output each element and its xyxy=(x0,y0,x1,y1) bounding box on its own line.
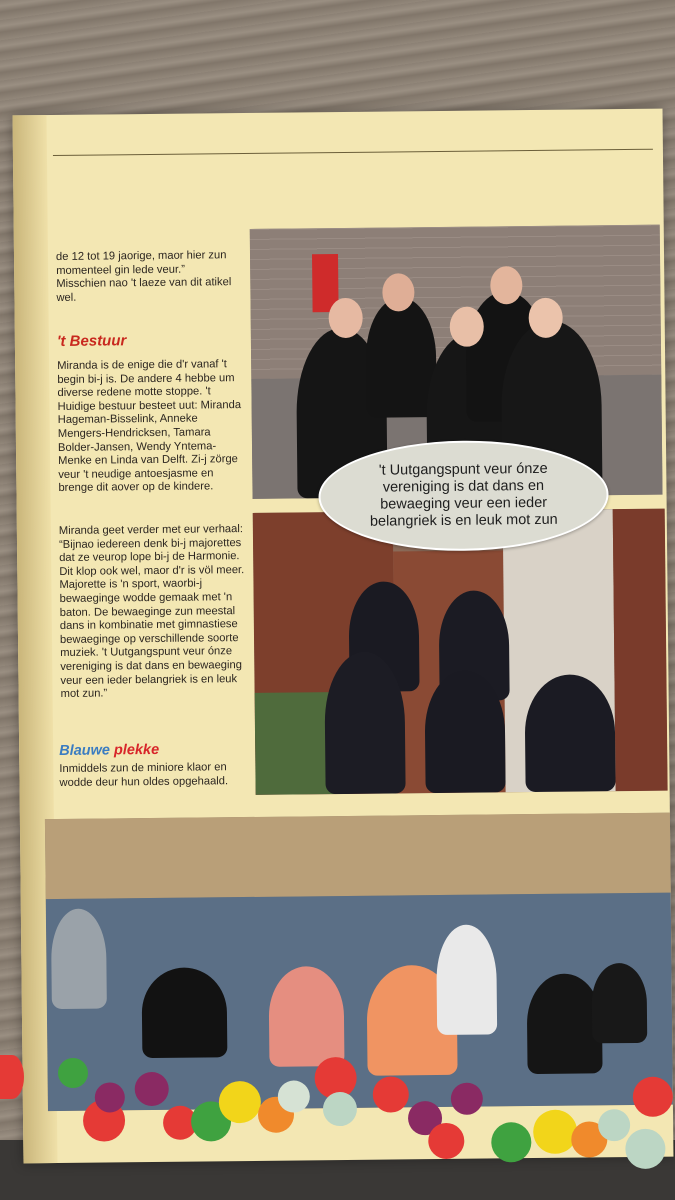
photo-majorettes xyxy=(253,509,668,795)
decor-dot xyxy=(328,298,362,338)
decor-dot-left-2 xyxy=(58,1058,88,1088)
photo-shape xyxy=(613,509,668,792)
decor-dot xyxy=(528,298,562,338)
intro-text: de 12 tot 19 jaorige, maor hier zun momenteel gin lede veur.” Misschien nao 't laeze van dit atikel wel. xyxy=(55,249,232,304)
blauwe-plekke-heading xyxy=(59,742,159,759)
blauwe-body: Inmiddels zun de miniore klaor en wodde deur hun oldes opgehaald. xyxy=(59,761,229,789)
bestuur-body: Miranda is de enige die d'r vanaf 't begin bi-j is. De andere 4 hebbe um diverse redene motte stoppe. 't Huidige bestuur besteet uut: Miranda Hageman-Bisselink, Anneke Mengers-Hendricksen, Tamara Bolder-Jansen, Wendy Yntema-Menke en Linda van Delft. Zi-j zörge veur 't neudige antoesjasme en brenge dit aover op de kindere. xyxy=(57,358,242,495)
bestuur-heading: 't Bestuur xyxy=(56,332,127,350)
photo-shape xyxy=(51,908,107,1009)
blauwe-word: Blauwe xyxy=(59,742,111,759)
decor-dot xyxy=(450,307,484,347)
photo-shape xyxy=(591,963,647,1044)
decor-dot xyxy=(278,1080,310,1112)
quote-bubble: 't Uutgangspunt veur ónze vereniging is dat dans en bewaeging veur een ieder belangriek is en leuk mot zun xyxy=(318,439,609,552)
photo-shape xyxy=(365,297,436,418)
decor-dot xyxy=(95,1082,125,1112)
header-rule xyxy=(53,149,653,156)
decor-dot xyxy=(490,266,522,304)
photo-children-gym xyxy=(45,813,673,1112)
decor-dot xyxy=(451,1083,483,1115)
plekke-word: plekke xyxy=(113,741,160,759)
photo-shape xyxy=(524,674,615,792)
decor-dot xyxy=(428,1123,464,1159)
photo-shape xyxy=(436,924,497,1035)
photo-shape xyxy=(324,651,405,794)
decor-dot xyxy=(219,1081,261,1123)
decor-dot xyxy=(323,1092,357,1126)
photo-shape xyxy=(141,967,227,1058)
decor-dot-left xyxy=(0,1055,24,1099)
decor-dot xyxy=(135,1072,169,1106)
decor-dot xyxy=(373,1076,409,1112)
decor-dot xyxy=(533,1110,577,1154)
photo-shape xyxy=(424,670,505,793)
magazine-page xyxy=(13,109,674,1164)
decor-dot xyxy=(633,1077,673,1117)
quote-paragraph: Miranda geet verder met eur verhaal: “Bijnao iedereen denk bi-j majorettes dat ze veurop lope bi-j de Harmonie. Dit klop ook wel, maor d'r is völ meer. Majorette is 'n sport, waorbi-j bewaeginge wodde gemaak met 'n baton. De bewaeginge zun meestal dans in kombinatie met gimnastiese bewaeginge op verschillende soorte muziek. 't Uutgangspunt veur ónze vereniging is dat dans en bewaeging veur een ieder belangriek is en leuk mot zun.” xyxy=(58,523,245,701)
decor-dot xyxy=(625,1129,665,1169)
decor-dot xyxy=(382,273,414,311)
photo-shape xyxy=(45,813,671,900)
decor-dot xyxy=(491,1122,531,1162)
photo-shape xyxy=(268,966,344,1067)
decor-dot xyxy=(598,1109,630,1141)
